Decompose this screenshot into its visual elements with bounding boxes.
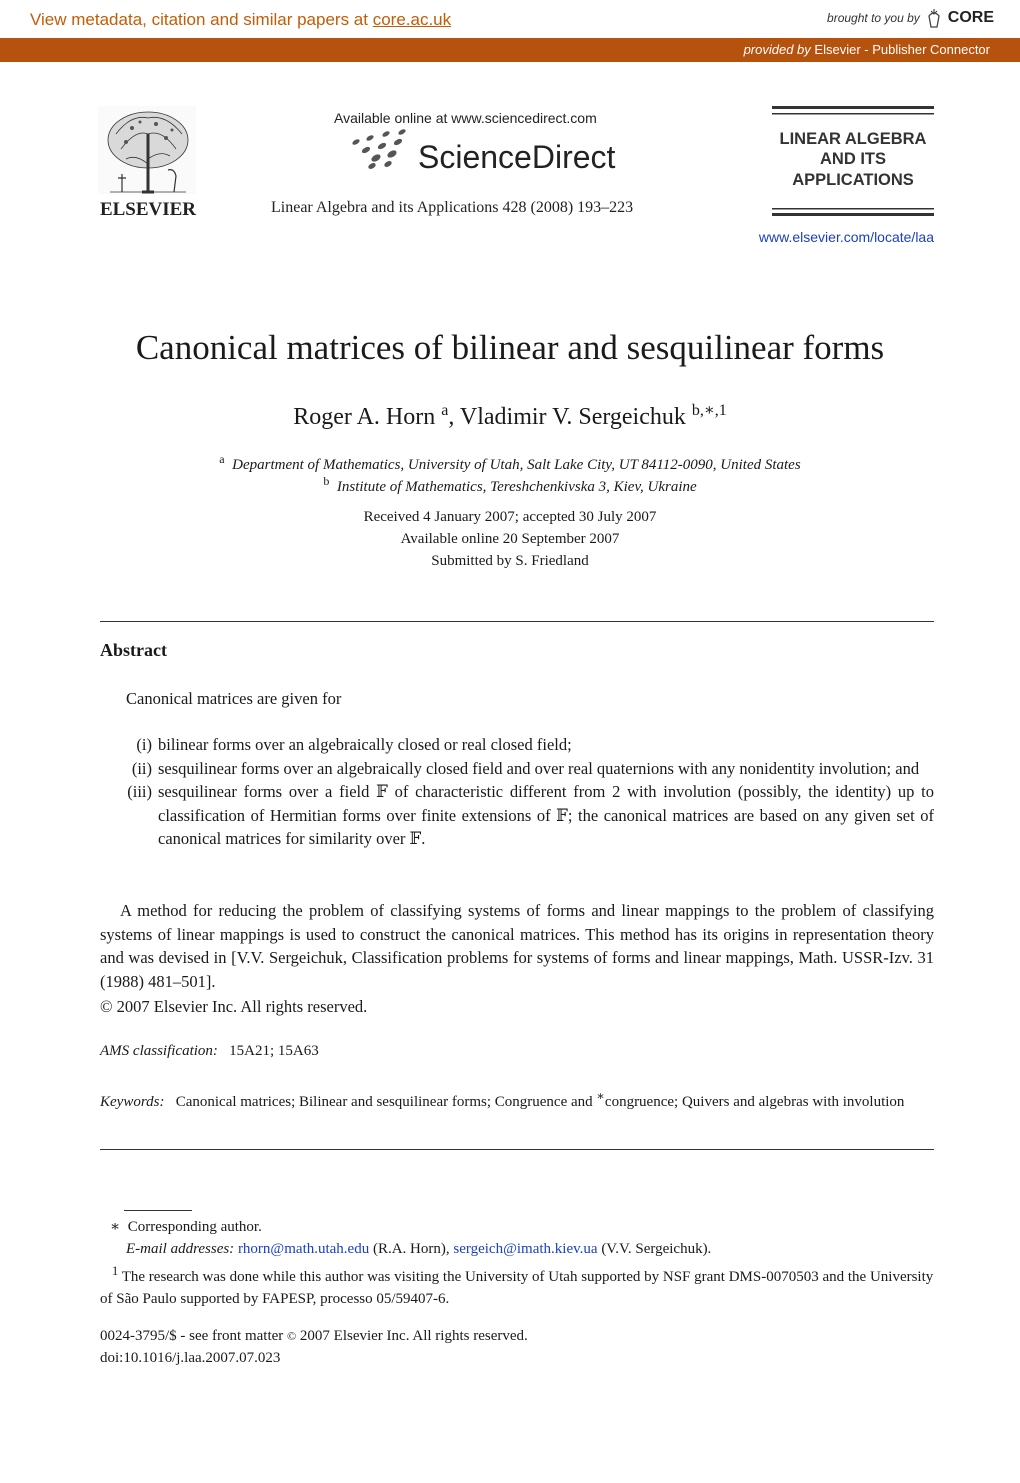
available-date: Available online 20 September 2007 [400, 531, 620, 547]
sciencedirect-wordmark: ScienceDirect [418, 139, 616, 175]
author-1-affil-marker: a [441, 402, 449, 419]
footnote-emails [100, 1238, 960, 1260]
ams-classification [100, 1043, 319, 1060]
list-item-text: sesquilinear forms over a field 𝔽 of characteristic different from 2 with involution (possibly, the identity) up to classification of Hermitian forms over finite extensions of 𝔽; the canonical matrices are based on any given set of canonical matrices for similarity over 𝔽. [158, 782, 934, 848]
core-link[interactable]: core.ac.uk [372, 10, 452, 29]
footnote-1 [100, 1260, 934, 1310]
footnote-corr-text: Corresponding author. [127, 1219, 262, 1235]
abstract-paragraph: A method for reducing the problem of classifying systems of forms and linear mappings to the problem of classifying systems of linear mappings is used to construct the canonical matrices. This method has its origins in representation theory and was devised in [V.V. Sergeichuk, Classification problems for systems of forms and linear mappings, Math. USSR-Izv. 31 (1988) 481–501]. [100, 901, 934, 991]
affiliation-a-text: Department of Mathematics, University of Utah, Salt Lake City, UT 84112-0090, United States [232, 457, 801, 473]
sciencedirect-logo[interactable] [348, 128, 628, 176]
journal-logo-line-1: LINEAR ALGEBRA [779, 130, 927, 148]
email-sergeichuk-link[interactable]: sergeich@imath.kiev.ua [453, 1241, 598, 1257]
keywords [100, 1085, 934, 1113]
list-item-text: bilinear forms over an algebraically closed or real closed field; [158, 735, 572, 754]
submitted-by: Submitted by S. Friedland [431, 553, 589, 569]
list-item [100, 780, 934, 851]
journal-citation: Linear Algebra and its Applications 428 (2008) 193–223 [271, 199, 634, 216]
email-horn-link[interactable]: rhorn@math.utah.edu [237, 1241, 370, 1257]
core-provided-bar [0, 38, 1020, 62]
core-banner [0, 0, 1020, 38]
keywords-label: Keywords: [100, 1094, 165, 1110]
ams-value: 15A21; 15A63 [229, 1043, 319, 1059]
footnote-corr-symbol: ∗ [110, 1219, 121, 1235]
abstract-copyright: © 2007 Elsevier Inc. All rights reserved. [100, 997, 368, 1016]
list-item-number: (ii) [131, 758, 152, 778]
core-metadata-label: View metadata, citation and similar papers at [30, 10, 373, 29]
brought-by-label: brought to you by [827, 11, 920, 25]
footnote-rule [124, 1210, 192, 1211]
email-horn-name: (R.A. Horn), [369, 1241, 454, 1257]
author-2-affil-marker: b,∗,1 [691, 402, 727, 419]
divider-top [100, 621, 934, 622]
provided-by-text[interactable] [744, 42, 990, 57]
author-list [0, 400, 1020, 431]
list-item-number: (i) [136, 735, 152, 754]
divider-bottom [100, 1149, 934, 1150]
issn-text: 0024-3795/$ - see front matter [100, 1328, 288, 1344]
ams-label: AMS classification: [100, 1043, 218, 1059]
article-title: Canonical matrices of bilinear and sesquilinear forms [135, 328, 885, 367]
issn-copyright-text: 2007 Elsevier Inc. All rights reserved. [296, 1328, 528, 1344]
keywords-star: ∗ [596, 1089, 605, 1103]
core-brought-by[interactable] [827, 8, 994, 28]
affiliation-a [0, 452, 1020, 474]
list-item [100, 757, 934, 781]
abstract-intro: Canonical matrices are given for [126, 689, 342, 708]
elsevier-wordmark: ELSEVIER [99, 199, 197, 218]
keywords-value-cont: congruence; Quivers and algebras with involution [604, 1094, 905, 1110]
abstract-list [100, 733, 934, 851]
author-1: Roger A. Horn [293, 404, 442, 430]
author-2: , Vladimir V. Sergeichuk [448, 404, 692, 430]
list-item-number: (iii) [127, 782, 152, 801]
journal-url-link[interactable]: www.elsevier.com/locate/laa [758, 229, 934, 245]
journal-logo-line-3: APPLICATIONS [792, 171, 914, 189]
footnote-1-marker: 1 [112, 1264, 119, 1278]
affiliation-b-marker: b [323, 474, 330, 488]
journal-logo-line-2: AND ITS [820, 150, 886, 168]
core-metadata-text [30, 10, 451, 30]
email-label: E-mail addresses: [126, 1241, 235, 1257]
affiliation-b [0, 474, 1020, 496]
keywords-value: Canonical matrices; Bilinear and sesquilinear forms; Congruence and [175, 1094, 597, 1110]
issn-line [100, 1328, 528, 1345]
core-logo-icon [926, 8, 942, 28]
sciencedirect-dots-icon [351, 128, 406, 170]
journal-logo [772, 104, 934, 218]
elsevier-tree-logo [96, 104, 200, 218]
footnote-1-text: The research was done while this author was visiting the University of Utah supported by NSF grant DMS-0070503 and the University of São Paulo supported by FAPESP, processo 05/59407-6. [100, 1269, 934, 1307]
affiliation-b-text: Institute of Mathematics, Tereshchenkivska 3, Kiev, Ukraine [336, 479, 697, 495]
doi: doi:10.1016/j.laa.2007.07.023 [100, 1350, 281, 1366]
footnote-corresponding [100, 1216, 944, 1238]
list-item [100, 733, 934, 757]
affiliation-a-marker: a [219, 452, 225, 466]
received-date: Received 4 January 2007; accepted 30 July 2007 [363, 509, 657, 525]
abstract-heading: Abstract [100, 640, 167, 660]
provided-by-source: Elsevier - Publisher Connector [810, 42, 990, 57]
core-name: CORE [947, 9, 994, 26]
copyright-symbol: © [287, 1329, 297, 1343]
list-item-text: sesquilinear forms over an algebraically closed field and over real quaternions with any nonidentity involution; and [158, 758, 920, 778]
email-sergeichuk-name: (V.V. Sergeichuk). [597, 1241, 712, 1257]
provided-by-label: provided by [743, 42, 811, 57]
available-online: Available online at www.sciencedirect.com [334, 110, 597, 126]
